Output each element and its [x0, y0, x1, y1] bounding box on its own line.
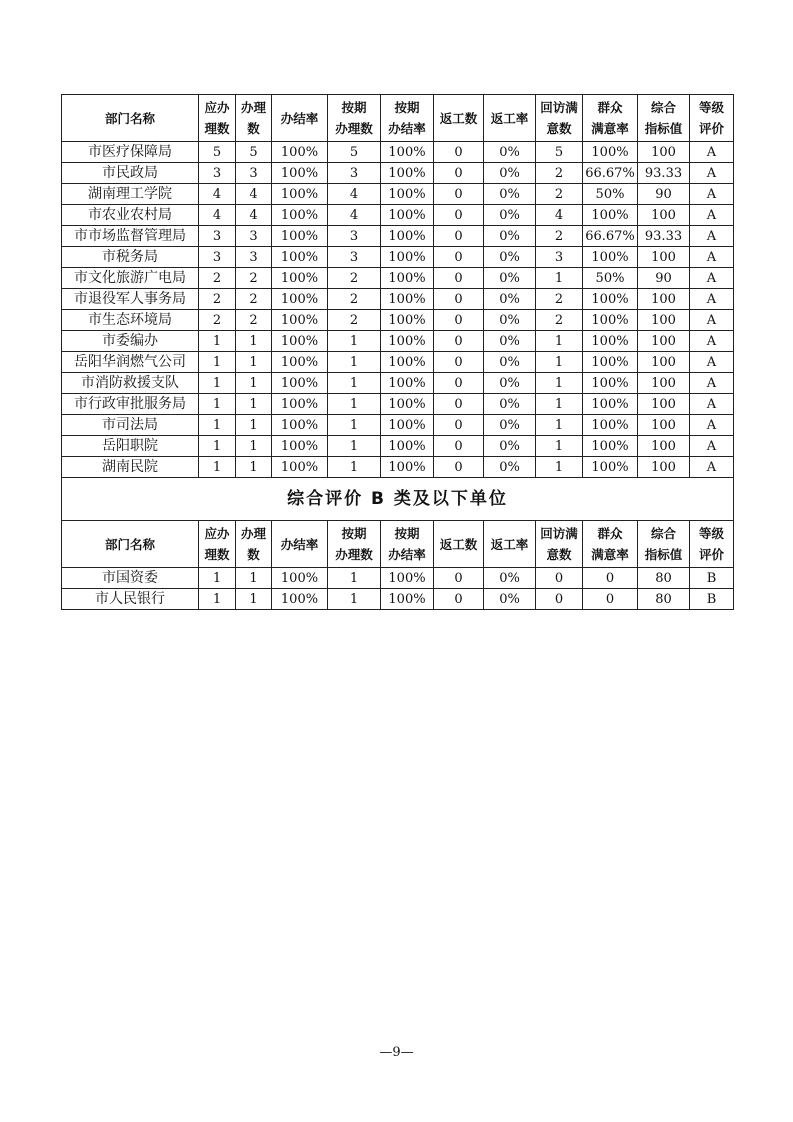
department-name: 市委编办	[62, 331, 199, 352]
column-header: 按期 办理数	[328, 95, 381, 142]
table-cell: 2	[199, 310, 236, 331]
table-cell: 1	[536, 352, 583, 373]
table-cell: 66.67%	[583, 226, 638, 247]
department-name: 市民政局	[62, 163, 199, 184]
table-cell: 93.33	[638, 163, 690, 184]
table-cell: A	[690, 352, 734, 373]
table-cell: 100%	[272, 352, 328, 373]
table-cell: 3	[236, 247, 272, 268]
table-cell: 3	[328, 163, 381, 184]
table-cell: 1	[199, 436, 236, 457]
table-cell: 100	[638, 331, 690, 352]
table-cell: 0	[583, 568, 638, 589]
table-cell: 0	[434, 331, 484, 352]
table-cell: 50%	[583, 184, 638, 205]
table-cell: A	[690, 163, 734, 184]
table-cell: 100%	[272, 331, 328, 352]
table-cell: 0	[536, 589, 583, 610]
table-cell: 2	[236, 268, 272, 289]
table-cell: 0%	[484, 394, 536, 415]
department-name: 市农业农村局	[62, 205, 199, 226]
department-name: 市医疗保障局	[62, 142, 199, 163]
table-cell: 0	[434, 310, 484, 331]
department-name: 市市场监督管理局	[62, 226, 199, 247]
column-header: 返工数	[434, 95, 484, 142]
table-cell: A	[690, 268, 734, 289]
table-cell: 100%	[381, 310, 434, 331]
table-row	[62, 457, 734, 478]
table-cell: 1	[236, 373, 272, 394]
table-row	[62, 205, 734, 226]
table-cell: 0	[434, 415, 484, 436]
table-cell: 100%	[272, 268, 328, 289]
table-cell: 0%	[484, 184, 536, 205]
table-cell: 2	[536, 289, 583, 310]
table-cell: 0%	[484, 457, 536, 478]
table-cell: 100%	[583, 247, 638, 268]
table-cell: 0%	[484, 247, 536, 268]
table-cell: 100	[638, 142, 690, 163]
department-name: 市国资委	[62, 568, 199, 589]
table-row	[62, 310, 734, 331]
column-header: 返工率	[484, 521, 536, 568]
table-cell: 66.67%	[583, 163, 638, 184]
table-cell: 100%	[272, 310, 328, 331]
table-cell: 0%	[484, 373, 536, 394]
table-cell: 1	[328, 373, 381, 394]
table-cell: 2	[236, 289, 272, 310]
table-row	[62, 373, 734, 394]
column-header: 等级 评价	[690, 521, 734, 568]
table-cell: A	[690, 184, 734, 205]
table-cell: 0%	[484, 436, 536, 457]
table-cell: 100%	[272, 589, 328, 610]
column-header: 等级 评价	[690, 95, 734, 142]
table-cell: 3	[236, 163, 272, 184]
table-cell: 100	[638, 247, 690, 268]
table-cell: A	[690, 226, 734, 247]
table-cell: 1	[236, 394, 272, 415]
table-row	[62, 415, 734, 436]
table-cell: A	[690, 310, 734, 331]
table-cell: 1	[536, 394, 583, 415]
table-cell: 2	[328, 310, 381, 331]
department-name: 市退役军人事务局	[62, 289, 199, 310]
table-cell: 100%	[381, 184, 434, 205]
table-cell: 100%	[583, 352, 638, 373]
column-header: 返工率	[484, 95, 536, 142]
table-cell: 1	[236, 457, 272, 478]
table-cell: 100	[638, 436, 690, 457]
table-cell: 0	[434, 226, 484, 247]
b-header-row	[62, 521, 734, 568]
table-cell: 100%	[583, 394, 638, 415]
column-header: 综合 指标值	[638, 95, 690, 142]
table-cell: 4	[199, 184, 236, 205]
table-cell: B	[690, 589, 734, 610]
table-cell: 100	[638, 205, 690, 226]
table-cell: 0%	[484, 142, 536, 163]
table-cell: 0%	[484, 205, 536, 226]
department-name: 市文化旅游广电局	[62, 268, 199, 289]
table-cell: 80	[638, 589, 690, 610]
table-cell: A	[690, 205, 734, 226]
column-header: 应办 理数	[199, 95, 236, 142]
department-name: 岳阳职院	[62, 436, 199, 457]
table-cell: 50%	[583, 268, 638, 289]
table-cell: 3	[328, 247, 381, 268]
table-cell: 100%	[381, 457, 434, 478]
table-cell: 100%	[272, 205, 328, 226]
table-cell: 1	[328, 415, 381, 436]
table-cell: 4	[199, 205, 236, 226]
table-cell: 1	[328, 568, 381, 589]
table-cell: 0%	[484, 163, 536, 184]
table-cell: 1	[328, 331, 381, 352]
table-cell: 3	[236, 226, 272, 247]
table-cell: 100	[638, 289, 690, 310]
table-cell: 2	[536, 310, 583, 331]
department-name: 市司法局	[62, 415, 199, 436]
table-cell: 0	[434, 163, 484, 184]
table-cell: 1	[328, 394, 381, 415]
table-cell: 1	[199, 568, 236, 589]
table-cell: 1	[536, 373, 583, 394]
table-row	[62, 184, 734, 205]
department-name: 湖南理工学院	[62, 184, 199, 205]
column-header: 应办 理数	[199, 521, 236, 568]
table-cell: 100%	[583, 331, 638, 352]
section-row	[62, 478, 734, 521]
table-cell: A	[690, 247, 734, 268]
table-row	[62, 142, 734, 163]
table-cell: 100	[638, 310, 690, 331]
table-cell: 5	[199, 142, 236, 163]
table-cell: 1	[536, 436, 583, 457]
table-cell: 5	[536, 142, 583, 163]
table-cell: 4	[328, 184, 381, 205]
table-cell: A	[690, 142, 734, 163]
table-cell: 1	[328, 589, 381, 610]
table-cell: 1	[328, 352, 381, 373]
table-cell: 100%	[381, 205, 434, 226]
table-cell: 2	[328, 268, 381, 289]
table-cell: 100%	[272, 436, 328, 457]
table-cell: 0%	[484, 568, 536, 589]
table-cell: 1	[328, 436, 381, 457]
column-header: 办理 数	[236, 95, 272, 142]
column-header: 按期 办理数	[328, 521, 381, 568]
table-cell: 2	[199, 289, 236, 310]
table-cell: 1	[536, 457, 583, 478]
table-cell: 3	[536, 247, 583, 268]
table-cell: 0%	[484, 352, 536, 373]
table-cell: 5	[328, 142, 381, 163]
table-cell: 100%	[583, 373, 638, 394]
table-cell: 100%	[381, 289, 434, 310]
column-header: 回访满 意数	[536, 95, 583, 142]
department-name: 市生态环境局	[62, 310, 199, 331]
table-cell: 100	[638, 394, 690, 415]
table-cell: 0	[434, 352, 484, 373]
table-cell: 0	[583, 589, 638, 610]
table-cell: 100%	[381, 247, 434, 268]
table-cell: 0%	[484, 268, 536, 289]
evaluation-table	[61, 94, 734, 610]
table-row	[62, 436, 734, 457]
table-cell: 0	[434, 589, 484, 610]
column-header: 部门名称	[62, 95, 199, 142]
table-cell: 100%	[381, 163, 434, 184]
department-name: 市税务局	[62, 247, 199, 268]
table-cell: 1	[199, 331, 236, 352]
table-cell: 4	[536, 205, 583, 226]
a-header-row	[62, 95, 734, 142]
department-name: 市消防救援支队	[62, 373, 199, 394]
table-cell: 1	[236, 568, 272, 589]
table-cell: 100%	[272, 568, 328, 589]
table-row	[62, 247, 734, 268]
table-cell: A	[690, 331, 734, 352]
department-name: 岳阳华润燃气公司	[62, 352, 199, 373]
table-cell: 100%	[583, 205, 638, 226]
table-cell: 5	[236, 142, 272, 163]
table-cell: 3	[199, 226, 236, 247]
table-cell: 1	[236, 415, 272, 436]
table-body	[62, 95, 734, 610]
table-cell: 0	[434, 457, 484, 478]
table-cell: 100%	[381, 373, 434, 394]
table-cell: 100%	[381, 142, 434, 163]
table-cell: 0	[434, 373, 484, 394]
table-cell: 100%	[381, 268, 434, 289]
table-cell: B	[690, 568, 734, 589]
column-header: 办结率	[272, 521, 328, 568]
column-header: 部门名称	[62, 521, 199, 568]
column-header: 综合 指标值	[638, 521, 690, 568]
table-row	[62, 163, 734, 184]
table-cell: 0	[434, 142, 484, 163]
table-cell: 1	[536, 415, 583, 436]
table-cell: A	[690, 457, 734, 478]
table-cell: 93.33	[638, 226, 690, 247]
table-cell: A	[690, 394, 734, 415]
table-cell: 1	[199, 415, 236, 436]
table-cell: 1	[236, 331, 272, 352]
table-row	[62, 589, 734, 610]
table-cell: 100%	[272, 226, 328, 247]
table-cell: 90	[638, 268, 690, 289]
table-cell: A	[690, 289, 734, 310]
table-cell: 1	[236, 589, 272, 610]
table-cell: 0	[434, 268, 484, 289]
department-name: 市人民银行	[62, 589, 199, 610]
table-cell: 100%	[381, 415, 434, 436]
table-cell: 2	[199, 268, 236, 289]
table-cell: 100%	[381, 331, 434, 352]
table-cell: 100%	[583, 457, 638, 478]
table-cell: 90	[638, 184, 690, 205]
table-cell: 100%	[272, 163, 328, 184]
column-header: 群众 满意率	[583, 95, 638, 142]
table-cell: 4	[236, 184, 272, 205]
table-cell: 100%	[272, 142, 328, 163]
table-row	[62, 268, 734, 289]
table-cell: 2	[328, 289, 381, 310]
table-cell: 0%	[484, 310, 536, 331]
table-cell: 2	[536, 184, 583, 205]
table-cell: 1	[236, 436, 272, 457]
table-cell: 2	[236, 310, 272, 331]
table-cell: 100%	[381, 394, 434, 415]
table-cell: 100%	[381, 352, 434, 373]
table-cell: 0	[434, 436, 484, 457]
table-row	[62, 352, 734, 373]
table-cell: 100	[638, 352, 690, 373]
column-header: 按期 办结率	[381, 521, 434, 568]
table-cell: 2	[536, 163, 583, 184]
page-number: —9—	[379, 1045, 414, 1060]
table-row	[62, 331, 734, 352]
table-cell: 0	[434, 205, 484, 226]
table-row	[62, 226, 734, 247]
table-cell: 100%	[583, 142, 638, 163]
table-cell: 0	[434, 184, 484, 205]
table-cell: 100%	[272, 184, 328, 205]
table-cell: 1	[199, 457, 236, 478]
table-cell: 100%	[381, 568, 434, 589]
table-cell: 0	[536, 568, 583, 589]
table-cell: 1	[536, 268, 583, 289]
table-cell: 1	[199, 589, 236, 610]
table-cell: 100%	[272, 457, 328, 478]
table-cell: 100%	[272, 415, 328, 436]
table-cell: 100	[638, 415, 690, 436]
column-header: 办理 数	[236, 521, 272, 568]
table-row	[62, 394, 734, 415]
table-cell: 100	[638, 373, 690, 394]
department-name: 市行政审批服务局	[62, 394, 199, 415]
table-cell: 4	[236, 205, 272, 226]
table-cell: 2	[536, 226, 583, 247]
column-header: 按期 办结率	[381, 95, 434, 142]
column-header: 回访满 意数	[536, 521, 583, 568]
table-cell: 100%	[272, 373, 328, 394]
table-row	[62, 568, 734, 589]
table-cell: 100%	[381, 436, 434, 457]
table-cell: 100	[638, 457, 690, 478]
table-cell: 1	[199, 373, 236, 394]
table-cell: 0	[434, 568, 484, 589]
table-cell: 80	[638, 568, 690, 589]
table-cell: 100%	[381, 226, 434, 247]
table-cell: 4	[328, 205, 381, 226]
table-cell: 100%	[583, 436, 638, 457]
column-header: 返工数	[434, 521, 484, 568]
table-cell: 0%	[484, 331, 536, 352]
table-cell: A	[690, 415, 734, 436]
table-cell: 100%	[381, 589, 434, 610]
department-name: 湖南民院	[62, 457, 199, 478]
section-title: 综合评价 B 类及以下单位	[62, 478, 734, 521]
table-cell: 1	[199, 352, 236, 373]
table-cell: 1	[536, 331, 583, 352]
table-cell: 100%	[272, 289, 328, 310]
table-cell: 3	[328, 226, 381, 247]
table-cell: A	[690, 436, 734, 457]
table-cell: 0	[434, 247, 484, 268]
table-cell: 1	[328, 457, 381, 478]
table-cell: 100%	[583, 415, 638, 436]
table-cell: A	[690, 373, 734, 394]
table-cell: 100%	[583, 310, 638, 331]
table-cell: 0	[434, 394, 484, 415]
table-cell: 0%	[484, 415, 536, 436]
table-cell: 3	[199, 163, 236, 184]
table-cell: 1	[236, 352, 272, 373]
column-header: 群众 满意率	[583, 521, 638, 568]
table-cell: 0	[434, 289, 484, 310]
table-cell: 0%	[484, 589, 536, 610]
table-cell: 100%	[272, 394, 328, 415]
column-header: 办结率	[272, 95, 328, 142]
table-cell: 100%	[272, 247, 328, 268]
table-cell: 0%	[484, 289, 536, 310]
table-row	[62, 289, 734, 310]
table-cell: 3	[199, 247, 236, 268]
table-cell: 1	[199, 394, 236, 415]
table-cell: 0%	[484, 226, 536, 247]
table-cell: 100%	[583, 289, 638, 310]
